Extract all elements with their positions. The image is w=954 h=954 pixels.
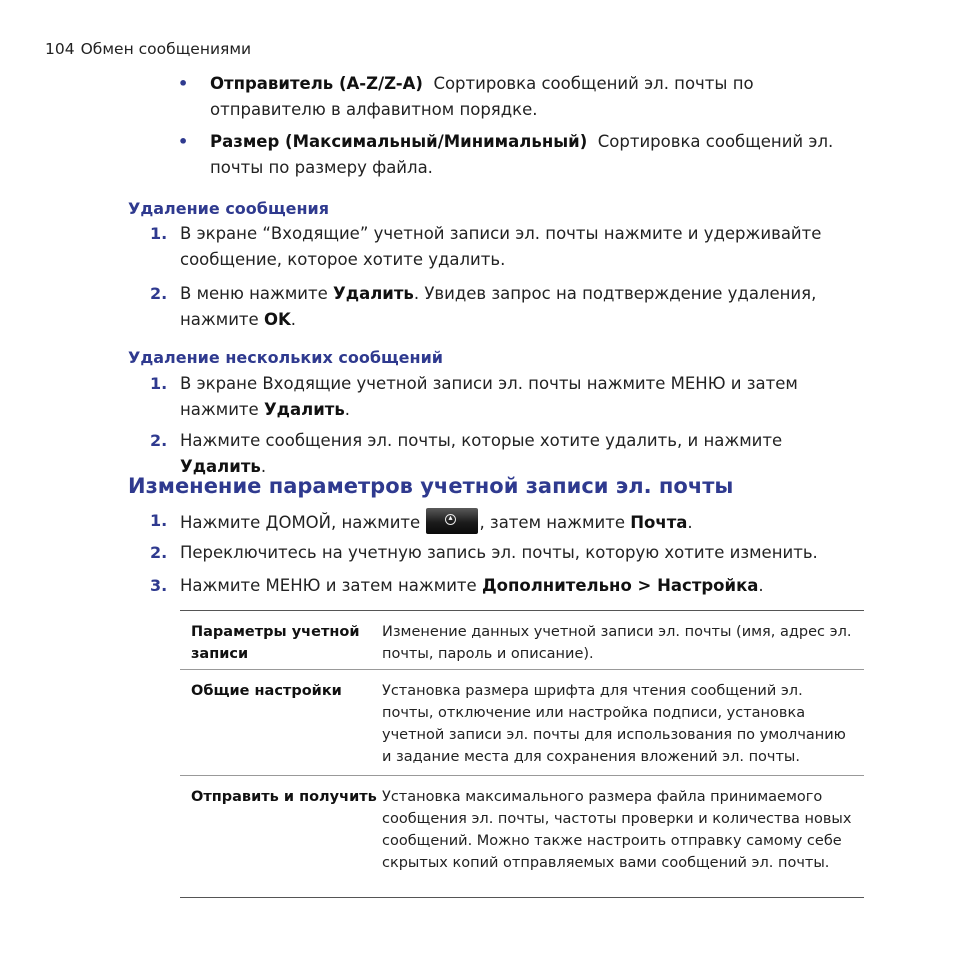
step-text-part: В экране Входящие учетной записи эл. почты нажмите МЕНЮ и затем нажмите [180,374,798,419]
step-text-part: . Увидев запрос на подтверждение удаления, нажмите [180,284,817,329]
settings-step-1 [180,508,870,536]
step-number: 1. [150,374,168,393]
ok-command: OK [263,310,291,329]
step-number: 1. [150,511,168,530]
step-number: 3. [150,576,168,595]
settings-menu-path: Дополнительно > Настройка [481,576,759,595]
menu-command-delete: Удалить [263,400,345,419]
page-number: 104 [45,40,75,58]
table-row [180,611,864,670]
step-text-part: . [758,576,764,595]
mail-app-command: Почта [630,513,688,532]
step-text-part: . [687,513,693,532]
step-text-part: . [260,457,267,476]
step-text-part: . [344,400,351,419]
menu-command-delete: Удалить [333,284,414,303]
step-number: 2. [150,284,168,303]
sort-option-desc: Сортировка сообщений эл. почты по отправителю в алфавитном порядке. [210,74,754,119]
all-apps-button-icon [426,508,478,534]
delete-multiple-step-1 [180,371,870,423]
bullet-icon: • [178,132,189,151]
step-text-part: . [290,310,297,329]
delete-multiple-heading: Удаление нескольких сообщений [128,348,444,367]
settings-step-3 [180,573,870,599]
delete-step-2 [180,281,870,333]
page-header [45,40,251,58]
section-title: Обмен сообщениями [80,40,252,58]
table-cell-desc: Изменение данных учетной записи эл. почты (имя, адрес эл. почты, пароль и описание). [382,624,852,662]
sort-option-size [210,129,860,181]
delete-message-heading: Удаление сообщения [128,199,330,218]
step-text-part: , затем нажмите [479,513,631,532]
menu-command-delete: Удалить [180,457,261,476]
table-row [180,670,864,776]
bullet-icon: • [178,74,189,93]
table-cell-desc: Установка максимального размера файла принимаемого сообщения эл. почты, частоты проверки и количества новых сообщений. Можно также настроить отправку самому себе скрытых копий отправляемых вами сообщений эл. почты. [382,789,852,871]
step-text-part: Нажмите сообщения эл. почты, которые хотите удалить, и нажмите [180,431,783,450]
table-cell-name: Общие настройки [191,683,342,699]
step-number: 2. [150,543,168,562]
delete-step-1: В экране “Входящие” учетной записи эл. почты нажмите и удерживайте сообщение, которое хотите удалить. [180,224,822,269]
table-cell-name: Параметры учетной записи [191,624,360,662]
settings-section-heading: Изменение параметров учетной записи эл. почты [128,474,734,498]
settings-table [180,610,864,898]
sort-option-term: Размер (Максимальный/Минимальный) [210,132,588,151]
up-arrow-icon: ▴ [448,513,453,522]
table-row [180,776,864,898]
step-text-part: В меню нажмите [180,284,334,303]
sort-option-desc: Сортировка сообщений эл. почты по размеру файла. [210,132,834,177]
table-cell-name: Отправить и получить [191,789,377,805]
step-text-part: Нажмите МЕНЮ и затем нажмите [180,576,482,595]
step-number: 2. [150,431,168,450]
settings-step-2: Переключитесь на учетную запись эл. почты, которую хотите изменить. [180,543,818,562]
step-number: 1. [150,224,168,243]
step-text-part: Нажмите ДОМОЙ, нажмите [180,513,426,532]
sort-option-sender [210,71,860,123]
table-cell-desc: Установка размера шрифта для чтения сообщений эл. почты, отключение или настройка подписи, установка учетной записи эл. почты для использования по умолчанию и задание места для сохранения вложений эл. почты. [382,683,846,765]
delete-multiple-step-2 [180,428,870,480]
sort-option-term: Отправитель (A-Z/Z-A) [210,74,423,93]
